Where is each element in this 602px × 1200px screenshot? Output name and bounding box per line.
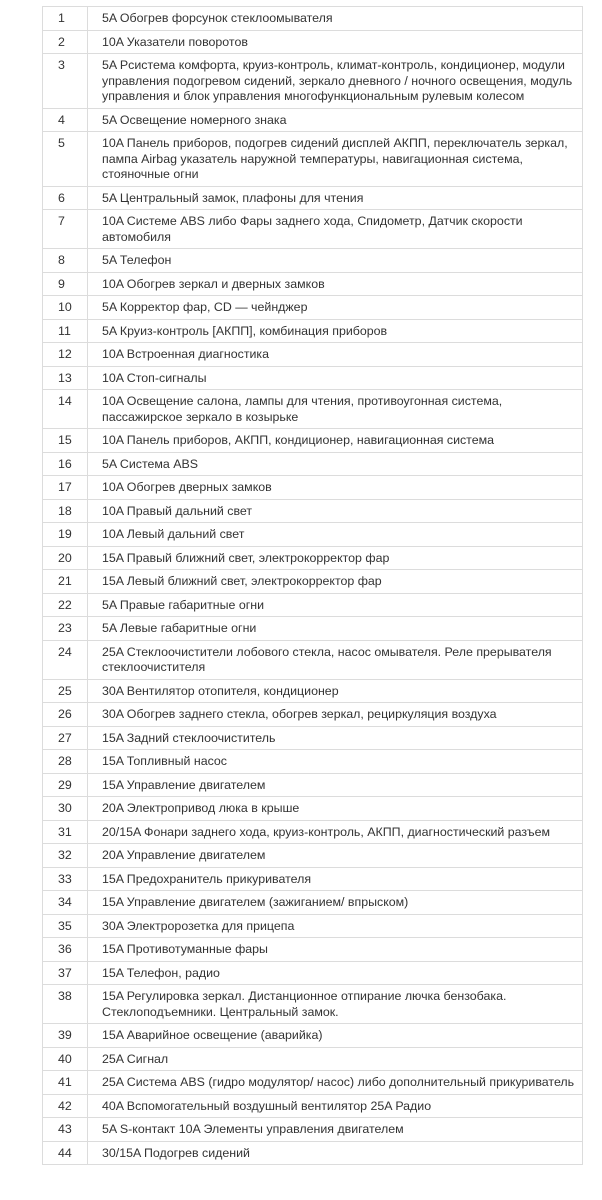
table-row bbox=[43, 617, 583, 641]
table-row bbox=[43, 210, 583, 249]
table-row bbox=[43, 679, 583, 703]
fuse-description: 25A Стеклоочистители лобового стекла, насос омывателя. Реле прерывателя стеклоочистителя bbox=[88, 640, 583, 679]
table-row bbox=[43, 499, 583, 523]
table-row bbox=[43, 820, 583, 844]
fuse-description: 5A Круиз-контроль [АКПП], комбинация приборов bbox=[88, 319, 583, 343]
table-row bbox=[43, 343, 583, 367]
table-row bbox=[43, 1071, 583, 1095]
fuse-number: 37 bbox=[43, 961, 88, 985]
fuse-number: 38 bbox=[43, 985, 88, 1024]
fuse-description: 10A Системе ABS либо Фары заднего хода, Спидометр, Датчик скорости автомобиля bbox=[88, 210, 583, 249]
fuse-description: 10A Освещение салона, лампы для чтения, противоугонная система, пассажирское зеркало в козырьке bbox=[88, 390, 583, 429]
fuse-description: 15A Предохранитель прикуривателя bbox=[88, 867, 583, 891]
fuse-number: 18 bbox=[43, 499, 88, 523]
table-row bbox=[43, 938, 583, 962]
table-row bbox=[43, 1024, 583, 1048]
fuse-description: 15A Левый ближний свет, электрокорректор фар bbox=[88, 570, 583, 594]
fuse-number: 24 bbox=[43, 640, 88, 679]
table-row bbox=[43, 1047, 583, 1071]
fuse-number: 19 bbox=[43, 523, 88, 547]
fuse-description: 15A Противотуманные фары bbox=[88, 938, 583, 962]
fuse-description: 15A Топливный насос bbox=[88, 750, 583, 774]
fuse-number: 17 bbox=[43, 476, 88, 500]
table-row bbox=[43, 1094, 583, 1118]
fuse-description: 10A Правый дальний свет bbox=[88, 499, 583, 523]
fuse-number: 35 bbox=[43, 914, 88, 938]
fuse-number: 26 bbox=[43, 703, 88, 727]
table-row bbox=[43, 452, 583, 476]
fuse-number: 36 bbox=[43, 938, 88, 962]
table-row bbox=[43, 773, 583, 797]
fuse-table bbox=[42, 6, 583, 1165]
fuse-number: 5 bbox=[43, 132, 88, 187]
fuse-number: 44 bbox=[43, 1141, 88, 1165]
fuse-number: 3 bbox=[43, 54, 88, 109]
table-row bbox=[43, 1141, 583, 1165]
table-row bbox=[43, 891, 583, 915]
fuse-number: 7 bbox=[43, 210, 88, 249]
fuse-description: 5A Система ABS bbox=[88, 452, 583, 476]
fuse-description: 20A Управление двигателем bbox=[88, 844, 583, 868]
fuse-number: 9 bbox=[43, 272, 88, 296]
fuse-description: 15A Управление двигателем (зажиганием/ впрыском) bbox=[88, 891, 583, 915]
fuse-number: 1 bbox=[43, 7, 88, 31]
table-row bbox=[43, 750, 583, 774]
fuse-number: 20 bbox=[43, 546, 88, 570]
fuse-number: 12 bbox=[43, 343, 88, 367]
table-row bbox=[43, 844, 583, 868]
fuse-number: 31 bbox=[43, 820, 88, 844]
fuse-number: 30 bbox=[43, 797, 88, 821]
fuse-description: 10A Панель приборов, АКПП, кондиционер, навигационная система bbox=[88, 429, 583, 453]
fuse-description: 5A Центральный замок, плафоны для чтения bbox=[88, 186, 583, 210]
fuse-description: 10A Встроенная диагностика bbox=[88, 343, 583, 367]
fuse-description: 10A Обогрев зеркал и дверных замков bbox=[88, 272, 583, 296]
fuse-description: 5A Правые габаритные огни bbox=[88, 593, 583, 617]
table-row bbox=[43, 30, 583, 54]
fuse-number: 27 bbox=[43, 726, 88, 750]
table-row bbox=[43, 703, 583, 727]
fuse-description: 10A Обогрев дверных замков bbox=[88, 476, 583, 500]
fuse-description: 10A Левый дальний свет bbox=[88, 523, 583, 547]
fuse-number: 32 bbox=[43, 844, 88, 868]
fuse-description: 25A Сигнал bbox=[88, 1047, 583, 1071]
table-row bbox=[43, 390, 583, 429]
table-row bbox=[43, 249, 583, 273]
fuse-table-container bbox=[42, 6, 582, 1165]
fuse-description: 30/15A Подогрев сидений bbox=[88, 1141, 583, 1165]
fuse-description: 5A Обогрев форсунок стеклоомывателя bbox=[88, 7, 583, 31]
fuse-number: 43 bbox=[43, 1118, 88, 1142]
fuse-description: 10A Указатели поворотов bbox=[88, 30, 583, 54]
fuse-description: 20/15A Фонари заднего хода, круиз-контроль, АКПП, диагностический разъем bbox=[88, 820, 583, 844]
table-row bbox=[43, 476, 583, 500]
table-row bbox=[43, 867, 583, 891]
table-row bbox=[43, 797, 583, 821]
fuse-number: 28 bbox=[43, 750, 88, 774]
fuse-number: 14 bbox=[43, 390, 88, 429]
fuse-number: 42 bbox=[43, 1094, 88, 1118]
table-row bbox=[43, 54, 583, 109]
fuse-number: 15 bbox=[43, 429, 88, 453]
table-row bbox=[43, 961, 583, 985]
fuse-description: 20A Электропривод люка в крыше bbox=[88, 797, 583, 821]
fuse-number: 10 bbox=[43, 296, 88, 320]
fuse-description: 15A Задний стеклоочиститель bbox=[88, 726, 583, 750]
fuse-number: 33 bbox=[43, 867, 88, 891]
fuse-description: 5A S-контакт 10A Элементы управления двигателем bbox=[88, 1118, 583, 1142]
table-row bbox=[43, 914, 583, 938]
fuse-description: 15A Телефон, радио bbox=[88, 961, 583, 985]
fuse-number: 21 bbox=[43, 570, 88, 594]
fuse-description: 15A Регулировка зеркал. Дистанционное отпирание лючка бензобака. Стеклоподъемники. Центральный замок. bbox=[88, 985, 583, 1024]
fuse-description: 25A Система ABS (гидро модулятор/ насос) либо дополнительный прикуриватель bbox=[88, 1071, 583, 1095]
table-row bbox=[43, 546, 583, 570]
table-row bbox=[43, 272, 583, 296]
fuse-number: 40 bbox=[43, 1047, 88, 1071]
fuse-description: 5A Телефон bbox=[88, 249, 583, 273]
table-row bbox=[43, 319, 583, 343]
fuse-number: 11 bbox=[43, 319, 88, 343]
fuse-description: 10A Стоп-сигналы bbox=[88, 366, 583, 390]
fuse-number: 29 bbox=[43, 773, 88, 797]
table-row bbox=[43, 1118, 583, 1142]
fuse-number: 6 bbox=[43, 186, 88, 210]
fuse-table-body bbox=[43, 7, 583, 1165]
table-row bbox=[43, 523, 583, 547]
fuse-description: 5A Корректор фар, CD — чейнджер bbox=[88, 296, 583, 320]
fuse-number: 22 bbox=[43, 593, 88, 617]
fuse-description: 15A Управление двигателем bbox=[88, 773, 583, 797]
fuse-description: 5A Рсистема комфорта, круиз-контроль, климат-контроль, кондиционер, модули управления подогревом сидений, зеркало дневного / ночного освещения, модуль управления и блок управления многофункциональным рулевым колесом bbox=[88, 54, 583, 109]
fuse-description: 30A Электророзетка для прицепа bbox=[88, 914, 583, 938]
fuse-description: 15A Правый ближний свет, электрокорректор фар bbox=[88, 546, 583, 570]
table-row bbox=[43, 726, 583, 750]
fuse-description: 15A Аварийное освещение (аварийка) bbox=[88, 1024, 583, 1048]
fuse-number: 39 bbox=[43, 1024, 88, 1048]
fuse-description: 5A Освещение номерного знака bbox=[88, 108, 583, 132]
fuse-description: 40A Вспомогательный воздушный вентилятор 25A Радио bbox=[88, 1094, 583, 1118]
table-row bbox=[43, 640, 583, 679]
fuse-number: 4 bbox=[43, 108, 88, 132]
fuse-description: 30A Вентилятор отопителя, кондиционер bbox=[88, 679, 583, 703]
fuse-number: 23 bbox=[43, 617, 88, 641]
table-row bbox=[43, 108, 583, 132]
table-row bbox=[43, 366, 583, 390]
fuse-number: 8 bbox=[43, 249, 88, 273]
fuse-description: 5A Левые габаритные огни bbox=[88, 617, 583, 641]
table-row bbox=[43, 132, 583, 187]
fuse-description: 10A Панель приборов, подогрев сидений дисплей АКПП, переключатель зеркал, пампа Airbag указатель наружной температуры, навигационная система, стояночные огни bbox=[88, 132, 583, 187]
fuse-number: 2 bbox=[43, 30, 88, 54]
fuse-number: 13 bbox=[43, 366, 88, 390]
table-row bbox=[43, 593, 583, 617]
table-row bbox=[43, 570, 583, 594]
table-row bbox=[43, 7, 583, 31]
fuse-number: 41 bbox=[43, 1071, 88, 1095]
table-row bbox=[43, 429, 583, 453]
table-row bbox=[43, 296, 583, 320]
fuse-number: 16 bbox=[43, 452, 88, 476]
fuse-description: 30A Обогрев заднего стекла, обогрев зеркал, рециркуляция воздуха bbox=[88, 703, 583, 727]
table-row bbox=[43, 186, 583, 210]
table-row bbox=[43, 985, 583, 1024]
fuse-number: 34 bbox=[43, 891, 88, 915]
fuse-number: 25 bbox=[43, 679, 88, 703]
